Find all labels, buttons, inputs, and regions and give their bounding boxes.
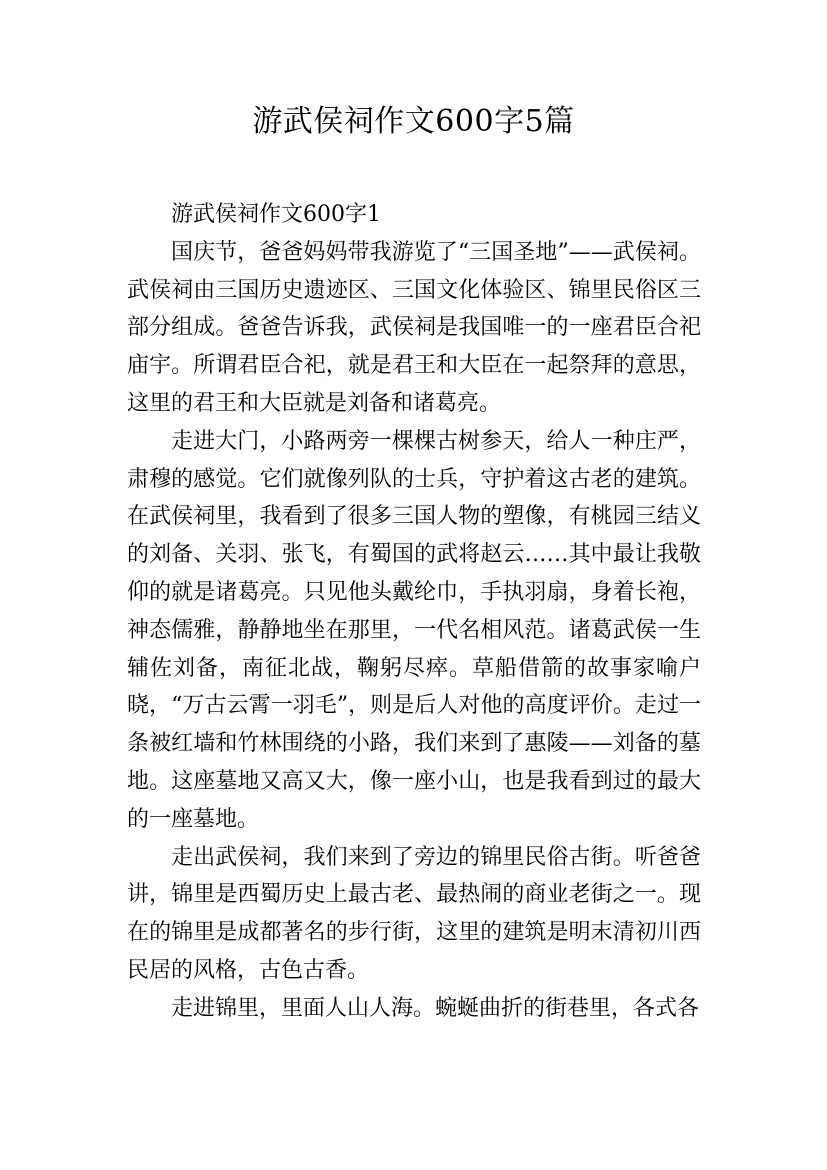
paragraph: 走进大门，小路两旁一棵棵古树参天，给人一种庄严，肃穆的感觉。它们就像列队的士兵，守护着这古老的建筑。在武侯祠里，我看到了很多三国人物的塑像，有桃园三结义的刘备、关羽、张飞，有蜀国的武将赵云……其中最让我敬仰的就是诸葛亮。只见他头戴纶巾，手执羽扇，身着长袍，神态儒雅，静静地坐在那里，一代名相风范。诸葛武侯一生辅佐刘备，南征北战，鞠躬尽瘁。草船借箭的故事家喻户晓，“万古云霄一羽毛”，则是后人对他的高度评价。走过一条被红墙和竹林围绕的小路，我们来到了惠陵——刘备的墓地。这座墓地又高又大，像一座小山，也是我看到过的最大的一座墓地。 bbox=[127, 428, 701, 832]
paragraph: 走出武侯祠，我们来到了旁边的锦里民俗古街。听爸爸讲，锦里是西蜀历史上最古老、最热闹的商业老街之一。现在的锦里是成都著名的步行街，这里的建筑是明末清初川西民居的风格，古色古香。 bbox=[127, 844, 701, 983]
paragraph: 走进锦里，里面人山人海。蜿蜒曲折的街巷里，各式各 bbox=[171, 995, 700, 1021]
paragraph: 国庆节，爸爸妈妈带我游览了“三国圣地”——武侯祠。武侯祠由三国历史遗迹区、三国文化体验区、锦里民俗区三部分组成。爸爸告诉我，武侯祠是我国唯一的一座君臣合祀庙宇。所谓君臣合祀，就是君王和大臣在一起祭拜的意思，这里的君王和大臣就是刘备和诸葛亮。 bbox=[127, 239, 701, 416]
document-body bbox=[127, 196, 701, 1028]
document-title: 游武侯祠作文600字5篇 bbox=[252, 104, 575, 139]
section-heading: 游武侯祠作文600字1 bbox=[171, 202, 381, 227]
